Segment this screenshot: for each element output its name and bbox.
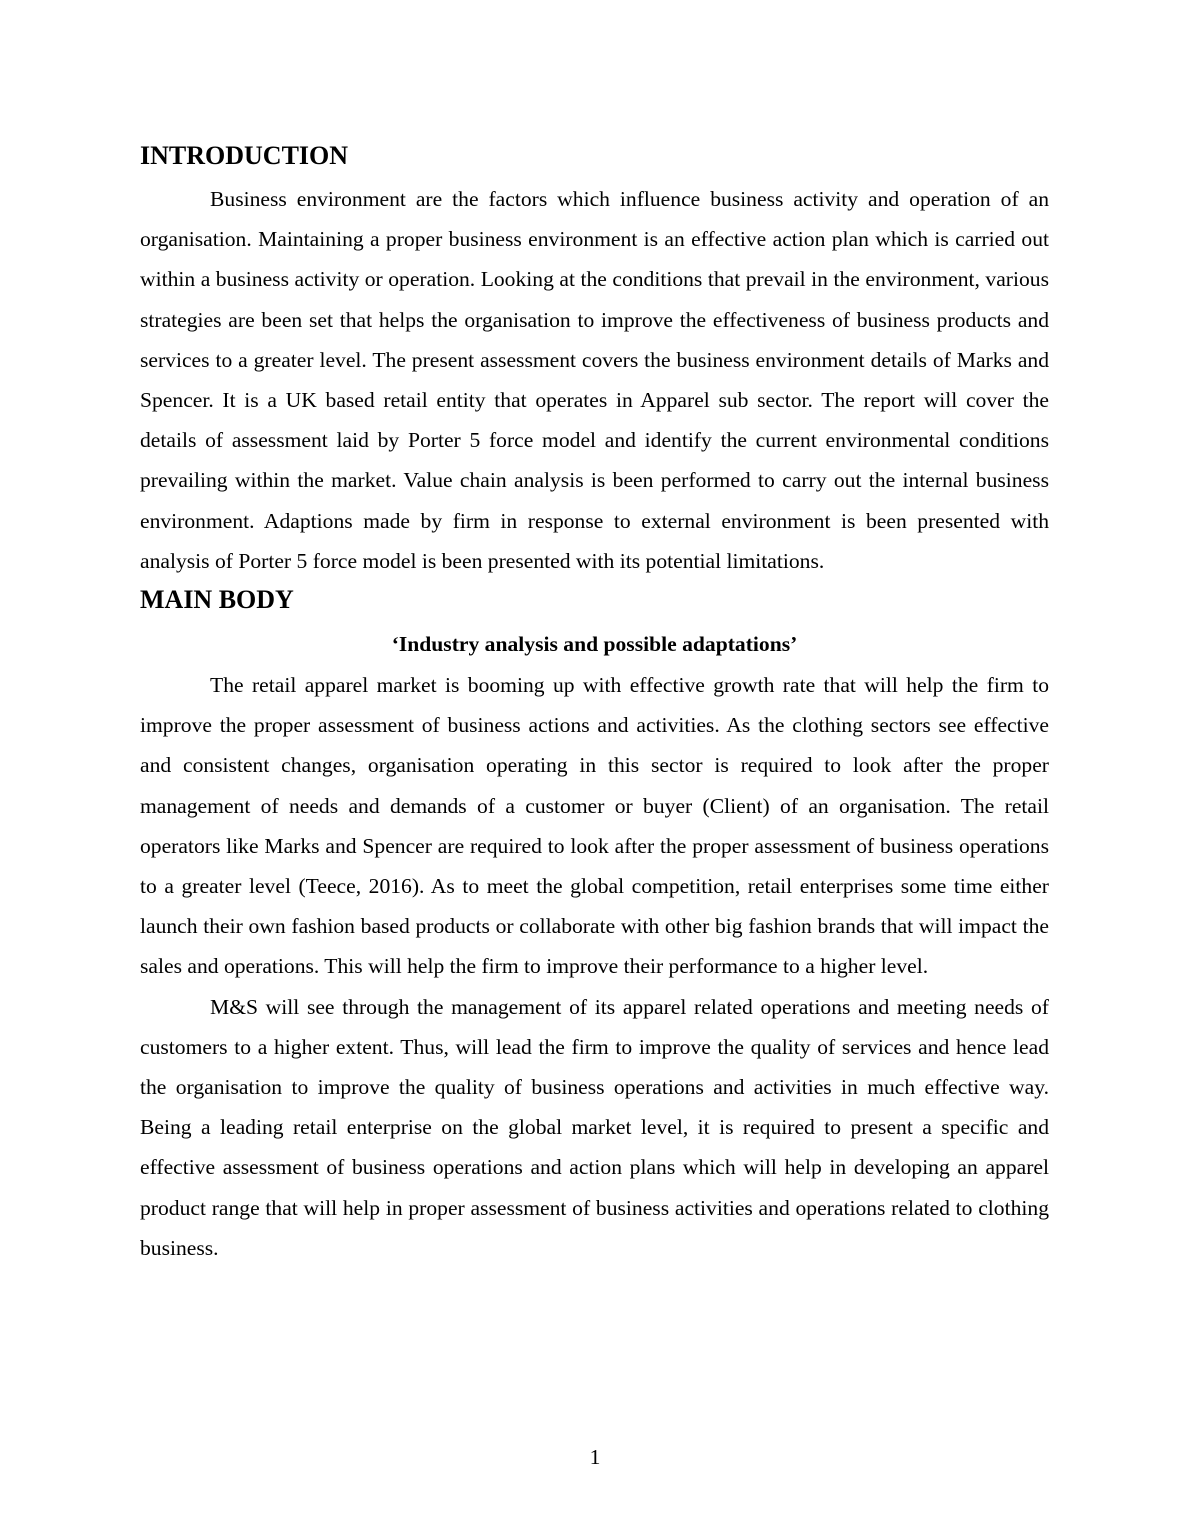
- introduction-paragraph: Business environment are the factors which influence business activity and operation of an organisation. Maintaining a proper business environment is an effective action plan which is carried out within a business activity or operation. Looking at the conditions that prevail in the environment, various strategies are been set that helps the organisation to improve the effectiveness of business products and services to a greater level. The present assessment covers the business environment details of Marks and Spencer. It is a UK based retail entity that operates in Apparel sub sector. The report will cover the details of assessment laid by Porter 5 force model and identify the current environmental conditions prevailing within the market. Value chain analysis is been performed to carry out the internal business environment. Adaptions made by firm in response to external environment is been presented with analysis of Porter 5 force model is been presented with its potential limitations.: [140, 187, 1049, 573]
- page-number: 1: [589, 1445, 601, 1469]
- industry-analysis-subheading: ‘Industry analysis and possible adaptations’: [391, 632, 798, 657]
- introduction-heading: INTRODUCTION: [140, 141, 349, 170]
- main-body-paragraph-2: M&S will see through the management of its apparel related operations and meeting needs of customers to a higher extent. Thus, will lead the firm to improve the quality of services and hence lead the organisation to improve the quality of business operations and activities in much effective way. Being a leading retail enterprise on the global market level, it is required to present a specific and effective assessment of business operations and action plans which will help in developing an apparel product range that will help in proper assessment of business activities and operations related to clothing business.: [140, 994, 1049, 1260]
- main-body-heading: MAIN BODY: [140, 585, 294, 615]
- page-content: [140, 137, 1049, 1268]
- main-body-paragraph-1: The retail apparel market is booming up with effective growth rate that will help the firm to improve the proper assessment of business actions and activities. As the clothing sectors see effective and consistent changes, organisation operating in this sector is required to look after the proper management of needs and demands of a customer or buyer (Client) of an organisation. The retail operators like Marks and Spencer are required to look after the proper assessment of business operations to a greater level (Teece, 2016). As to meet the global competition, retail enterprises some time either launch their own fashion based products or collaborate with other big fashion brands that will impact the sales and operations. This will help the firm to improve their performance to a higher level.: [140, 673, 1049, 979]
